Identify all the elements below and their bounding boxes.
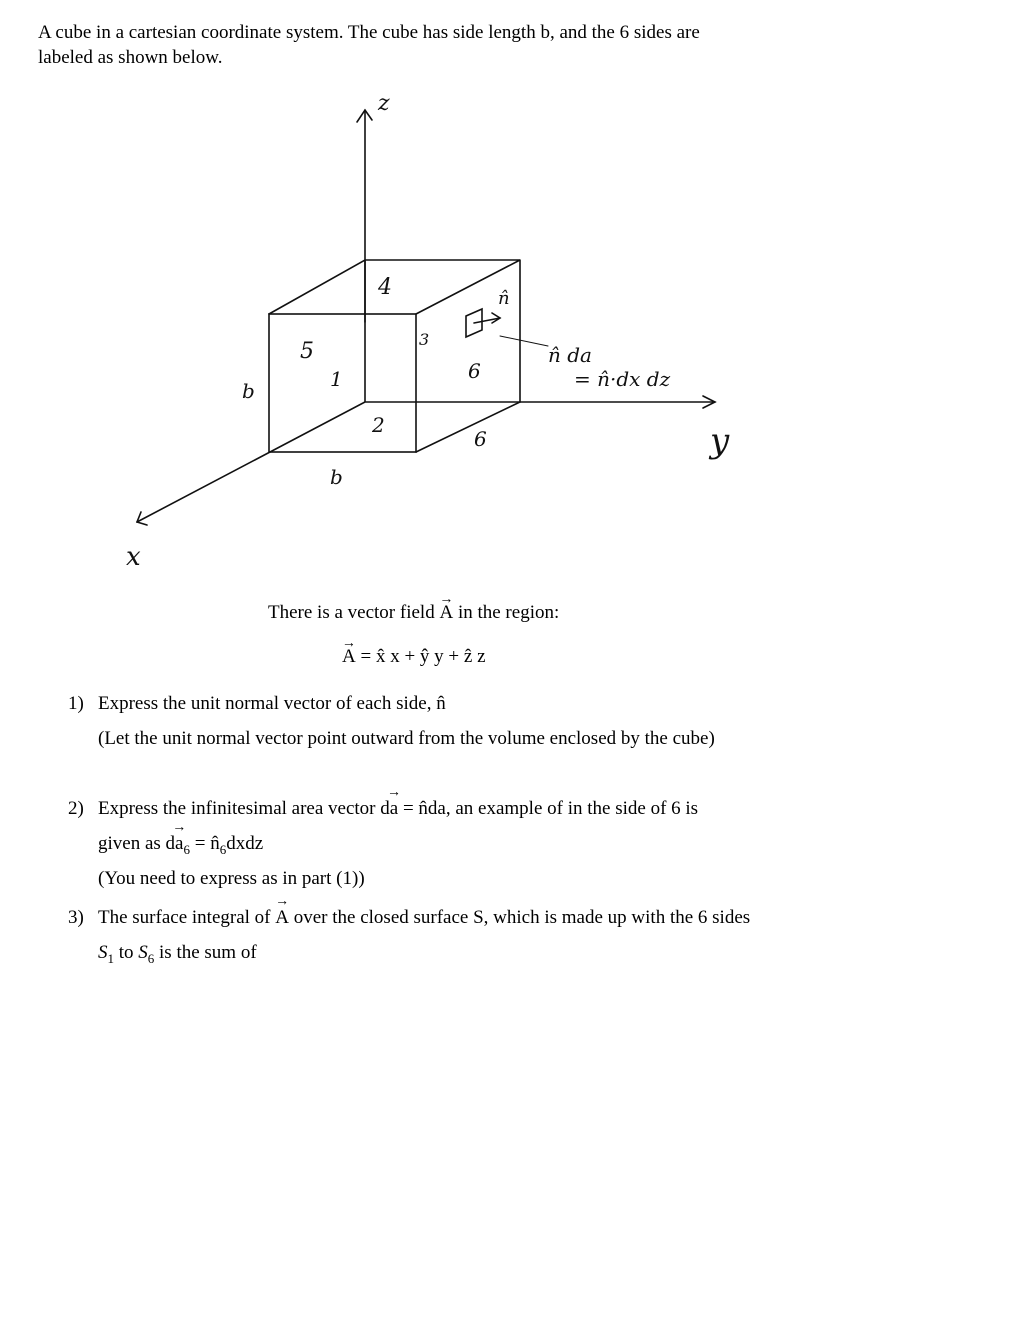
- equation-lhs: → A: [342, 645, 356, 669]
- area-formula-line-1: n̂ da: [548, 343, 592, 367]
- side-label-6-bottom: 6: [474, 427, 487, 451]
- normal-label: n̂: [498, 288, 510, 309]
- side-label-5: 5: [300, 339, 314, 364]
- side-label-3: 3: [419, 330, 430, 349]
- cube-top-edges: [269, 260, 520, 314]
- cube-figure: [0, 80, 1020, 600]
- question-2-line-2: given as $d\to a_6$ = $n̂_6dxdz$: [98, 833, 263, 858]
- question-3-number: 3): [68, 907, 84, 928]
- intro-paragraph: [38, 20, 838, 70]
- x-axis-line: [137, 452, 270, 522]
- equation-rhs: = x̂ x + ŷ y + ẑ z: [355, 646, 486, 667]
- question-1-line-1: Express the unit normal vector of each side, n̂: [98, 693, 446, 714]
- side-label-2: 2: [372, 413, 385, 437]
- question-3-line-1: The surface integral of → A over the closed surface S, which is made up with the 6 sides: [98, 907, 750, 929]
- question-3-line-2: $S_1$ to $S_6$ is the sum of: [98, 942, 257, 966]
- side-label-4: 4: [378, 275, 392, 300]
- y-axis-label: y: [710, 421, 730, 461]
- area-formula-line-2: = n̂·dx dz: [574, 367, 671, 391]
- leader-line: [500, 336, 548, 346]
- intro-line-2: labeled as shown below.: [38, 47, 223, 68]
- length-label-left: b: [242, 379, 255, 403]
- side-label-6: 6: [468, 359, 481, 383]
- x-axis-label: x: [126, 542, 141, 572]
- side-label-1: 1: [330, 367, 343, 391]
- intro-line-1: A cube in a cartesian coordinate system. The cube has side length b, and the 6 sides are: [38, 22, 700, 43]
- length-label-bottom: b: [330, 465, 343, 489]
- question-1-number: 1): [68, 693, 84, 714]
- vector-a-symbol: → A: [439, 601, 453, 625]
- question-2-number: 2): [68, 798, 84, 819]
- question-2-line-1: Express the infinitesimal area vector d→ a = n̂da, an example of in the side of 6 is: [98, 798, 698, 820]
- question-1-line-2: (Let the unit normal vector point outward from the volume enclosed by the cube): [98, 728, 715, 749]
- question-2-line-3: (You need to express as in part (1)): [98, 868, 365, 889]
- field-intro: There is a vector field → A in the region:: [268, 601, 559, 625]
- z-axis-label: z: [378, 91, 390, 116]
- field-equation: [342, 645, 486, 669]
